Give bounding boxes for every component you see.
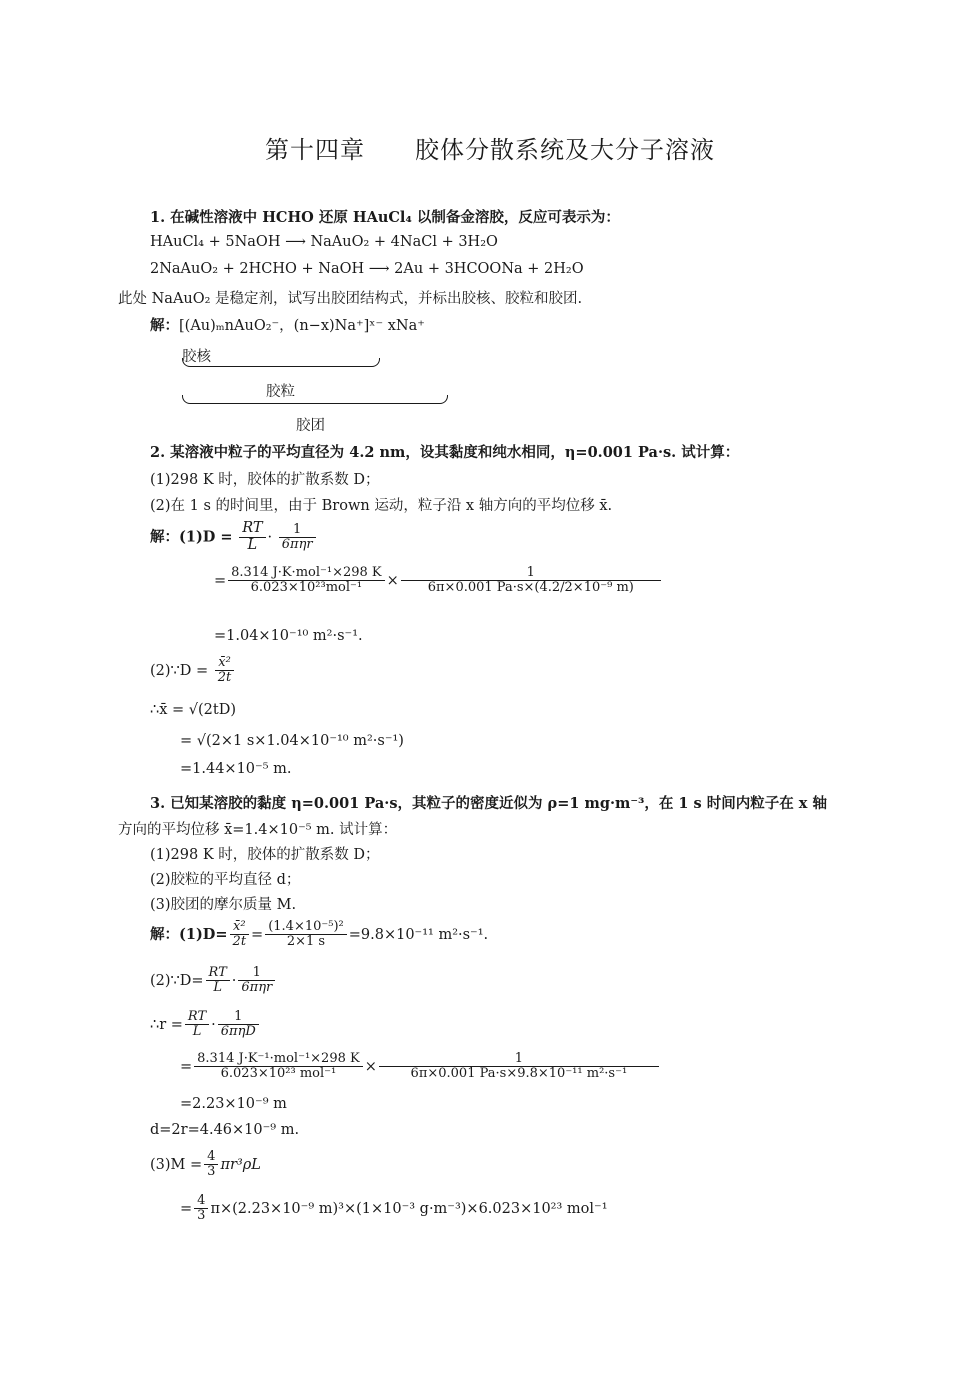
denominator: 6.023×10²³ mol⁻¹	[220, 1066, 337, 1082]
numerator: RT	[185, 1010, 209, 1025]
answer-2-lhs: (2)∵D =	[150, 662, 209, 679]
answer-label: 解：(1)D =	[150, 528, 233, 546]
numerator: (1.4×10⁻⁵)²	[265, 920, 347, 935]
problem-3-molar-mass	[150, 1150, 261, 1180]
problem-2-answer-2	[150, 656, 236, 686]
problem-2-answer-2-result: =1.44×10⁻⁵ m.	[180, 761, 292, 777]
problem-3-sub-3: (3)胶团的摩尔质量 M.	[150, 897, 297, 913]
denominator: 6π×0.001 Pa·s×9.8×10⁻¹¹ m²·s⁻¹	[410, 1066, 628, 1082]
problem-3-answer-3-step: = $\frac{\text{8.314 J·K⁻¹·mol⁻¹×298 K}}{\text{6.023×10²³ mol⁻¹}}$ × $\frac{1}{\text{6π×0.001 Pa·s×9.8×10⁻¹¹ m²·s⁻¹}}$	[180, 1052, 661, 1082]
problem-3-question: 3. 已知某溶胶的黏度 η=0.001 Pa·s，其粒子的密度近似为 ρ=1 mg·m⁻³，在 1 s 时间内粒子在 x 轴	[150, 795, 827, 812]
denominator: L	[192, 1024, 202, 1040]
numerator: 1	[379, 1052, 659, 1067]
fraction	[401, 566, 661, 596]
problem-2-sub-2: (2)在 1 s 的时间里，由于 Brown 运动，粒子沿 x 轴方向的平均位移 x̄.	[150, 498, 613, 514]
problem-2-answer-1: 解：(1)D = $\frac{RT}{L}$ · $\frac{1}{\text{6πηr}}$	[150, 521, 318, 554]
fraction	[230, 920, 250, 950]
problem-2-answer-1-step: = $\frac{\text{8.314 J·K·mol⁻¹×298 K}}{\text{6.023×10²³mol⁻¹}}$ × $\frac{1}{\text{6π×0.001 Pa·s×(4.2/2×10⁻⁹ m)}}$	[214, 566, 663, 596]
fraction	[194, 1194, 208, 1224]
denominator: 2t	[217, 670, 232, 686]
denominator: 6πηr	[241, 980, 273, 996]
problem-2-sub-1: (1)298 K 时，胶体的扩散系数 D；	[150, 472, 380, 488]
numerator: 1	[401, 566, 661, 581]
brace-core	[182, 358, 380, 367]
problem-3-answer-1: 解：(1)D= $\frac{\text{x̄²}}{2t}$ = $\frac{\text{(1.4×10⁻⁵)²}}{2\times 1 s}$ =9.8×10⁻¹¹ m²·s⁻¹.	[150, 919, 489, 950]
problem-2-answer-2-step-1: ∴x̄ = √(2tD)	[150, 702, 237, 718]
molar-mass-step-rhs: π×(2.23×10⁻⁹ m)³×(1×10⁻³ g·m⁻³)×6.023×10²³ mol⁻¹	[210, 1200, 608, 1217]
problem-3-answer-3: ∴r = $\frac{RT}{L}$ · $\frac{1}{\text{6πηD}}$	[150, 1010, 261, 1040]
problem-2-answer-1-result: =1.04×10⁻¹⁰ m²·s⁻¹.	[214, 628, 363, 644]
fraction	[204, 1150, 218, 1180]
problem-1-question: 1. 在碱性溶液中 HCHO 还原 HAuCl₄ 以制备金溶胶，反应可表示为：	[150, 209, 620, 226]
numerator: 1	[218, 1010, 259, 1025]
problem-1-equation-1: HAuCl₄ + 5NaOH ⟶ NaAuO₂ + 4NaCl + 3H₂O	[150, 234, 498, 250]
answer-2-lhs: (2)∵D=	[150, 972, 204, 989]
problem-2-answer-2-step-2: = √(2×1 s×1.04×10⁻¹⁰ m²·s⁻¹)	[180, 733, 404, 749]
denominator: 2t	[232, 934, 247, 950]
denominator: 3	[197, 1208, 206, 1224]
numerator: 4	[194, 1194, 208, 1209]
numerator: 1	[238, 966, 275, 981]
answer-label: 解：(1)D=	[150, 925, 228, 943]
numerator: x̄²	[215, 656, 235, 671]
fraction	[185, 1010, 209, 1040]
fraction	[218, 1010, 259, 1040]
fraction	[238, 966, 275, 996]
brace-particle	[182, 395, 448, 404]
fraction	[279, 523, 316, 553]
fraction	[228, 566, 384, 596]
molar-mass-lhs: (3)M =	[150, 1156, 203, 1173]
numerator: 4	[204, 1150, 218, 1165]
fraction	[379, 1052, 659, 1082]
denominator: 6π×0.001 Pa·s×(4.2/2×10⁻⁹ m)	[427, 580, 634, 596]
denominator: 6πηD	[220, 1024, 256, 1040]
fraction	[194, 1052, 363, 1082]
numerator: RT	[206, 966, 230, 981]
denominator: 2×1 s	[286, 934, 326, 950]
fraction	[206, 966, 230, 996]
denominator: L	[247, 536, 258, 553]
label-micelle: 胶团	[296, 418, 325, 434]
answer-1-result: =9.8×10⁻¹¹ m²·s⁻¹.	[348, 926, 489, 943]
label-particle: 胶粒	[266, 384, 295, 400]
problem-3-diameter: d=2r=4.46×10⁻⁹ m.	[150, 1122, 300, 1138]
answer-3-lhs: ∴r =	[150, 1016, 183, 1033]
chapter-title: 第十四章 胶体分散系统及大分子溶液	[265, 136, 715, 164]
denominator: 3	[207, 1164, 216, 1180]
denominator: L	[213, 980, 222, 996]
numerator: RT	[239, 521, 265, 538]
problem-3-sub-2: (2)胶粒的平均直径 d；	[150, 872, 301, 888]
problem-1-question-cont: 此处 NaAuO₂ 是稳定剂，试写出胶团结构式，并标出胶核、胶粒和胶团.	[118, 291, 583, 307]
problem-3-answer-2: (2)∵D= $\frac{RT}{L}$ · $\frac{1}{\text{6πηr}}$	[150, 966, 277, 996]
fraction	[239, 521, 265, 554]
denominator: 6πηr	[281, 536, 313, 552]
label-core: 胶核	[182, 349, 211, 365]
numerator: x̄²	[230, 920, 250, 935]
problem-3-sub-1: (1)298 K 时，胶体的扩散系数 D；	[150, 847, 380, 863]
problem-1-equation-2: 2NaAuO₂ + 2HCHO + NaOH ⟶ 2Au + 3HCOONa + 2H₂O	[150, 261, 584, 277]
problem-2-question: 2. 某溶液中粒子的平均直径为 4.2 nm，设其黏度和纯水相同，η=0.001 Pa·s. 试计算：	[150, 444, 740, 461]
fraction	[265, 920, 347, 950]
numerator: 8.314 J·K⁻¹·mol⁻¹×298 K	[194, 1052, 363, 1067]
molar-mass-rhs: πr³ρL	[220, 1156, 261, 1173]
problem-3-question-cont: 方向的平均位移 x̄=1.4×10⁻⁵ m. 试计算：	[118, 822, 398, 838]
problem-1-answer	[150, 314, 425, 335]
numerator: 1	[279, 523, 316, 538]
numerator: 8.314 J·K·mol⁻¹×298 K	[228, 566, 384, 581]
micelle-structure: [(Au)ₘnAuO₂⁻，(n−x)Na⁺]ˣ⁻ xNa⁺	[179, 318, 425, 334]
fraction	[215, 656, 235, 686]
problem-3-molar-mass-step: = $\frac{4}{3}$ π×(2.23×10⁻⁹ m)³×(1×10⁻³ g·m⁻³)×6.023×10²³ mol⁻¹	[180, 1193, 608, 1224]
denominator: 6.023×10²³mol⁻¹	[250, 580, 363, 596]
problem-3-answer-3-result: =2.23×10⁻⁹ m	[180, 1096, 287, 1112]
answer-label: 解：	[150, 317, 179, 334]
